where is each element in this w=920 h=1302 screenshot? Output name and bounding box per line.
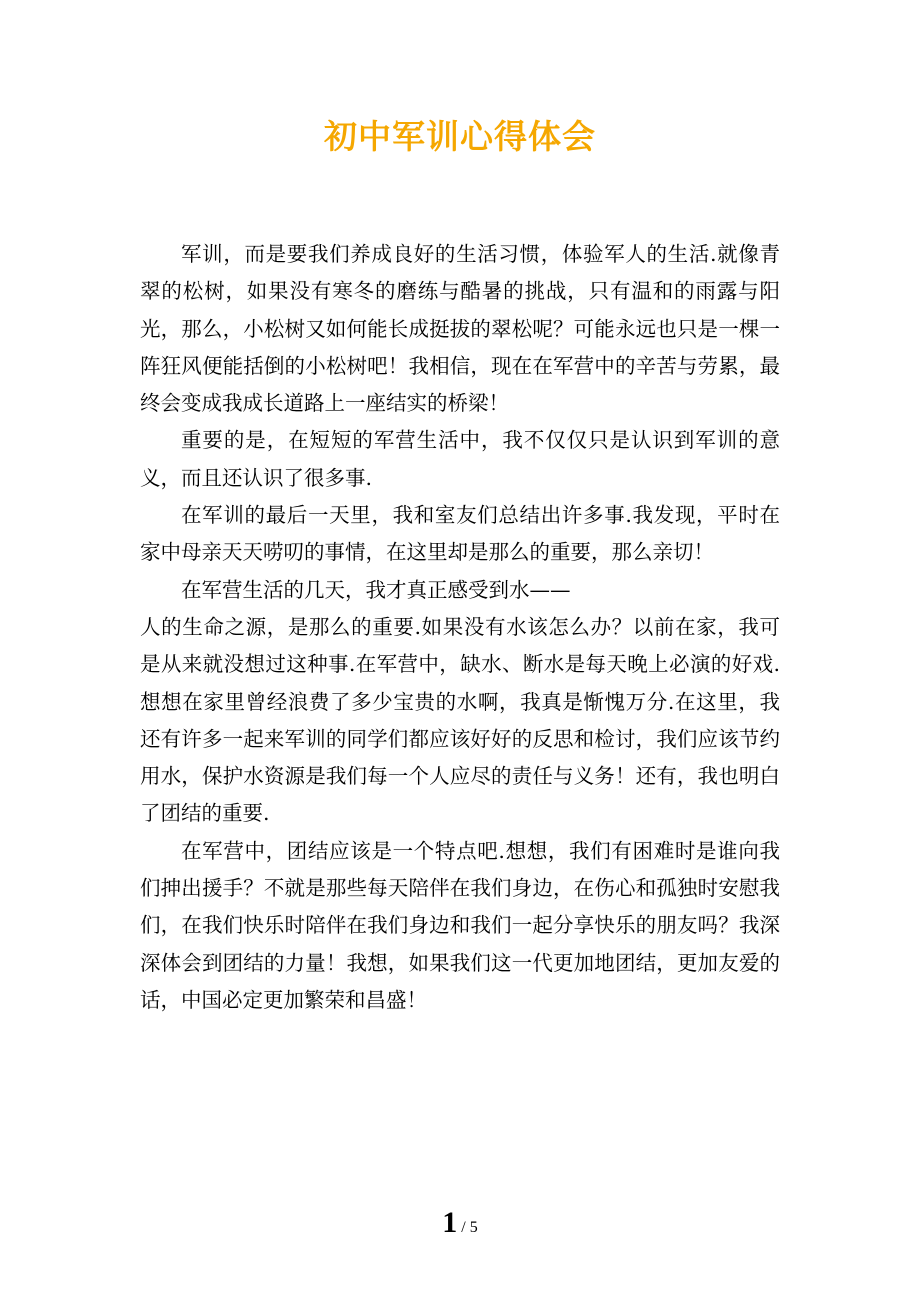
paragraph: 在军营中，团结应该是一个特点吧.想想，我们有困难时是谁向我们抻出援手？不就是那些每天陪伴在我们身边，在伤心和孤独时安慰我们，在我们快乐时陪伴在我们身边和我们一起分享快乐的朋友吗？我深深体会到团结的力量！我想，如果我们这一代更加地团结，更加友爱的话，中国必定更加繁荣和昌盛！ <box>140 838 780 1012</box>
total-pages: / 5 <box>461 1219 478 1236</box>
paragraph: 重要的是，在短短的军营生活中，我不仅仅只是认识到军训的意义，而且还认识了很多事. <box>140 428 780 490</box>
page-number <box>0 1206 920 1240</box>
paragraph: 人的生命之源，是那么的重要.如果没有水该怎么办？以前在家，我可是从来就没想过这种事.在军营中，缺水、断水是每天晚上必演的好戏.想想在家里曾经浪费了多少宝贵的水啊，我真是惭愧万分.在这里，我还有许多一起来军训的同学们都应该好好的反思和检讨，我们应该节约用水，保护水资源是我们每一个人应尽的责任与义务！还有，我也明白了团结的重要. <box>140 614 780 826</box>
paragraph: 在军训的最后一天里，我和室友们总结出许多事.我发现，平时在家中母亲天天唠叨的事情，在这里却是那么的重要，那么亲切！ <box>140 503 780 565</box>
current-page: 1 <box>442 1206 458 1239</box>
document-body <box>140 236 780 1019</box>
paragraph: 在军营生活的几天，我才真正感受到水—— <box>181 577 571 602</box>
paragraph: 军训，而是要我们养成良好的生活习惯，体验军人的生活.就像青翠的松树，如果没有寒冬的磨练与酷暑的挑战，只有温和的雨露与阳光，那么，小松树又如何能长成挺拔的翠松呢？可能永远也只是一棵一阵狂风便能括倒的小松树吧！我相信，现在在军营中的辛苦与劳累，最终会变成我成长道路上一座结实的桥梁！ <box>140 242 780 416</box>
document-title: 初中军训心得体会 <box>324 117 596 156</box>
